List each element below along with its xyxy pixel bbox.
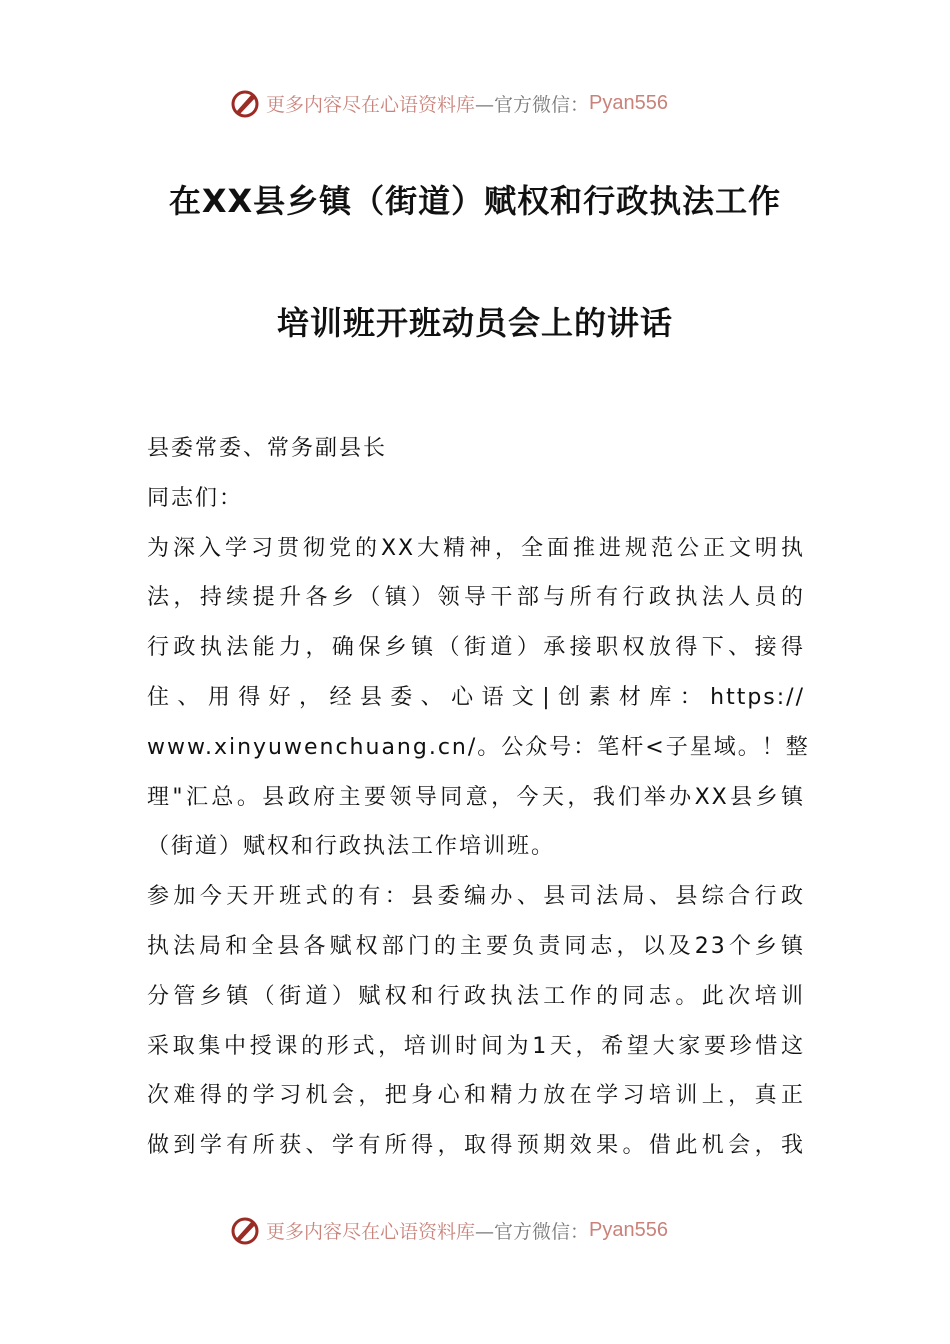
body-text-line: 做到学有所获、学有所得，取得预期效果。借此机会，我 [147,1133,805,1159]
watermark-sep: —官方微信： [475,1220,590,1243]
watermark-main: 更多内容尽在心语资料库 [266,1220,476,1243]
body-text-line: 为深入学习贯彻党的XX大精神，全面推进规范公正文明执 [147,535,805,561]
pen-logo-icon [228,1213,262,1247]
body-text-line: 采取集中授课的形式，培训时间为1天，希望大家要珍惜这 [147,1033,805,1059]
watermark-sep: —官方微信： [475,93,590,116]
body-text-line: 行政执法能力，确保乡镇（街道）承接职权放得下、接得 [147,635,805,661]
body-text-line: 参加今天开班式的有：县委编办、县司法局、县综合行政 [147,884,805,910]
body-text-line: 理"汇总。县政府主要领导同意，今天，我们举办XX县乡镇 [147,784,805,810]
body-text-line: 分管乡镇（街道）赋权和行政执法工作的同志。此次培训 [147,983,805,1009]
footer-watermark [228,1212,668,1248]
title-line-2: 培训班开班动员会上的讲话 [276,304,673,342]
body-text-line: 县委常委、常务副县长 [147,436,388,461]
body-text-line: 执法局和全县各赋权部门的主要负责同志，以及23个乡镇 [147,933,805,959]
body-text-line: 次难得的学习机会，把身心和精力放在学习培训上，真正 [147,1083,805,1109]
header-watermark [228,85,668,121]
body-text-line: 同志们： [147,485,244,511]
body-text-line: 住、用得好，经县委、心语文|创素材库：https:// [147,684,805,710]
watermark-id: Pyan556 [589,1218,668,1241]
title-line-1: 在XX县乡镇（街道）赋权和行政执法工作 [168,182,782,220]
pen-logo-icon [228,86,262,120]
body-text-line: 法，持续提升各乡（镇）领导干部与所有行政执法人员的 [147,585,805,611]
watermark-main: 更多内容尽在心语资料库 [266,93,476,116]
document-body [147,430,810,1177]
watermark-id: Pyan556 [589,91,668,114]
body-text-line: （街道）赋权和行政执法工作培训班。 [147,834,556,860]
body-text-line: www.xinyuwenchuang.cn/。公众号：笔杆<子星域。！整 [147,734,810,760]
